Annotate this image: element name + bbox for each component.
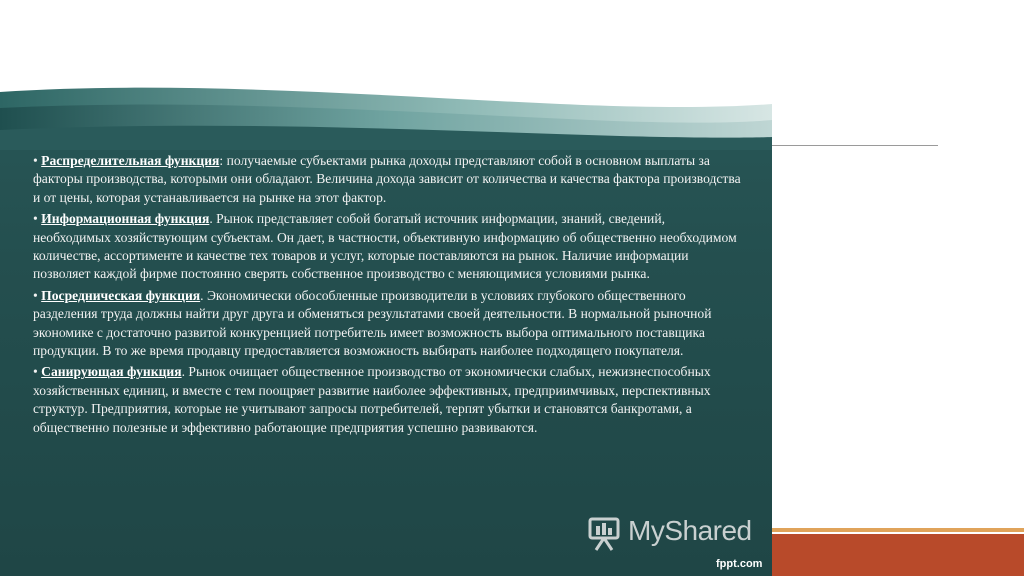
accent-strip-thin: [772, 528, 1024, 532]
footer-credit: fppt.com: [716, 558, 763, 570]
term-distribution-function: Распределительная функция: [41, 153, 220, 168]
paragraph-text: . Рынок очищает общественное производство от экономически слабых, нежизнеспособных хозяйственных единиц, и вместе с тем поощряет развитие наиболее эффективных, предприимчивых, перспективных структур. Предприятия, которые не учитывают запросы потребителей, терпят убытки и становятся банкротами, а общественно полезные и эффективно работающие предприятия успешно развиваются.: [33, 364, 711, 435]
bullet: •: [33, 364, 38, 380]
paragraph-sanitation: [33, 363, 745, 437]
myshared-watermark: [586, 513, 756, 553]
wave-header-graphic: [0, 0, 772, 150]
bullet: •: [33, 153, 38, 168]
term-information-function: Информационная функция: [41, 211, 210, 227]
bullet: •: [33, 211, 38, 227]
paragraph-information: [33, 210, 745, 284]
term-intermediary-function: Посредническая функция: [41, 287, 201, 303]
presentation-board-icon: [586, 516, 622, 552]
accent-strip: [772, 534, 1024, 576]
term-sanitation-function: Санирующая функция: [41, 364, 182, 380]
paragraph-text: . Экономически обособленные производители в условиях глубокого общественного разделения труда должны найти друг друга и обменяться результатами своей деятельности. В нормальной рыночной экономике с достаточно развитой конкуренцией потребитель имеет возможность выбора оптимального поставщика продукции. В то же время продавцу предоставляется возможность выбирать наиболее подходящего покупателя.: [33, 287, 712, 359]
bullet: •: [33, 287, 38, 303]
paragraph-distribution: [33, 152, 745, 207]
paragraph-text: : получаемые субъектами рынка доходы представляют собой в основном выплаты за факторы производства, которыми они обладают. Величина дохода зависит от количества и качества фактора производства и от цены, которая устанавливается на рынке на этот фактор.: [33, 153, 741, 205]
paragraph-intermediary: [33, 287, 745, 361]
divider-line: [772, 145, 938, 146]
paragraph-text: . Рынок представляет собой богатый источник информации, знаний, сведений, необходимых хозяйствующим субъектам. Он дает, в частности, объективную информацию об общественно необходимом количестве, ассортименте и качестве тех товаров и услуг, которые поставляются на рынок. Наличие информации позволяет каждой фирме постоянно сверять собственное производство с меняющимися условиями рынка.: [33, 211, 737, 282]
watermark-text: MyShared: [628, 515, 752, 546]
functions-text-block: [33, 152, 745, 440]
